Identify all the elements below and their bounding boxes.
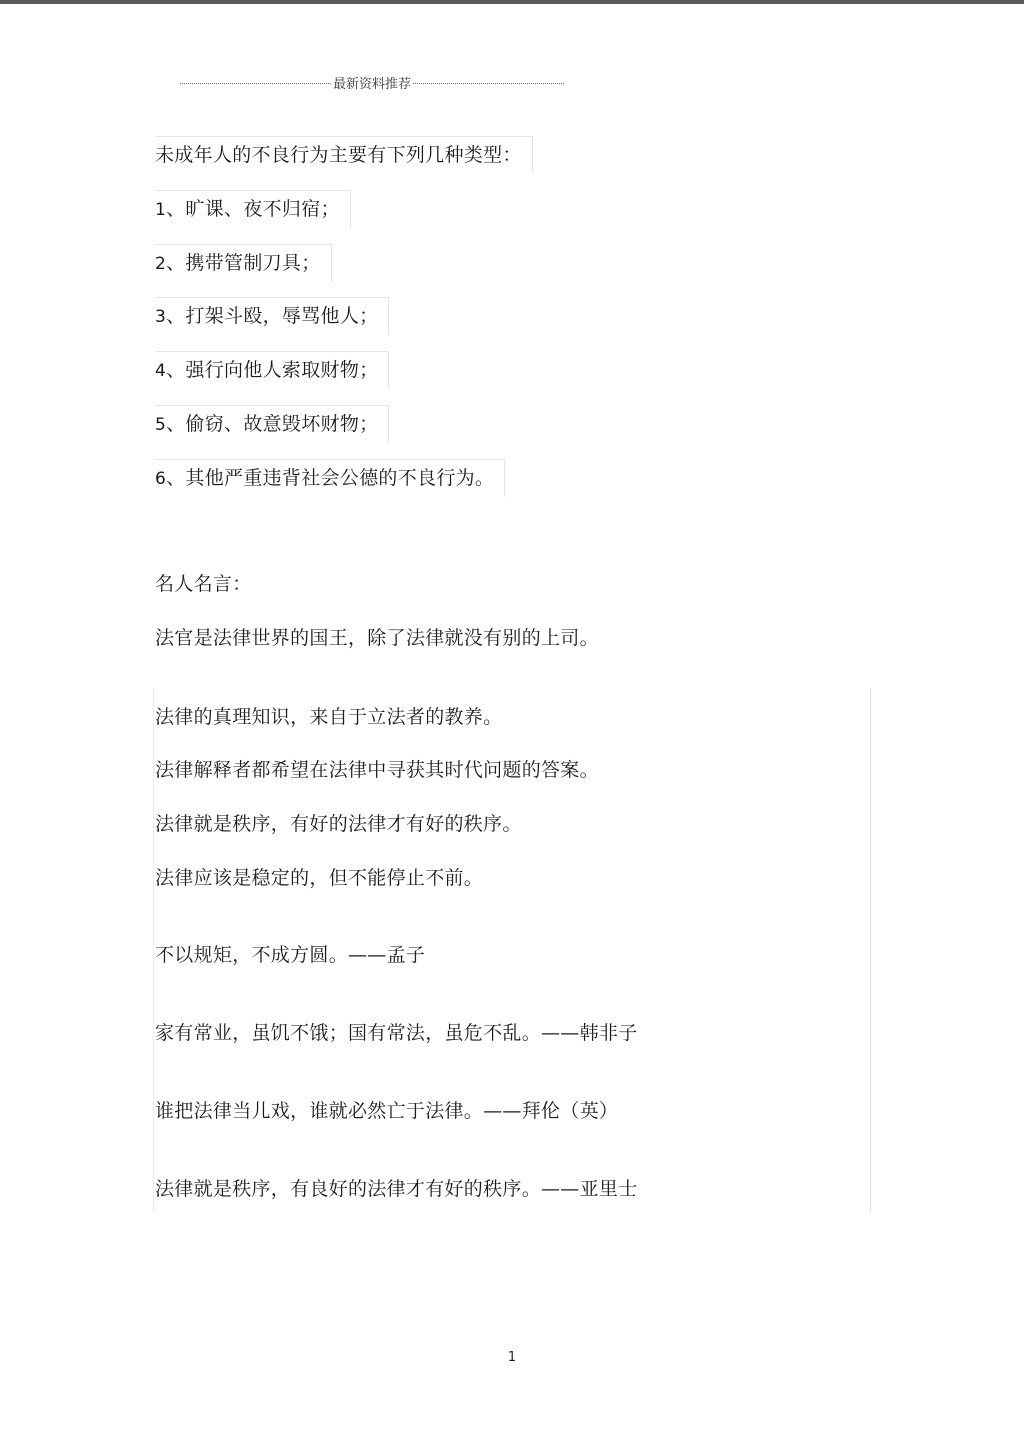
page-number: 1 bbox=[507, 1350, 517, 1365]
quote-line: 不以规矩，不成方圆。——孟子 bbox=[155, 944, 426, 966]
list-item-number: 1 bbox=[155, 200, 167, 220]
list-item-number: 5 bbox=[155, 415, 167, 435]
list-item-text: 、强行向他人索取财物； bbox=[166, 359, 379, 381]
list-item-text: 、打架斗殴，辱骂他人； bbox=[166, 305, 379, 327]
list-item bbox=[155, 244, 332, 282]
quote-line: 法律的真理知识，来自于立法者的教养。 bbox=[155, 706, 503, 728]
list-item-text: 、其他严重违背社会公德的不良行为。 bbox=[166, 467, 495, 489]
page-header bbox=[180, 72, 564, 92]
heading-text: 未成年人的不良行为主要有下列几种类型： bbox=[155, 144, 522, 166]
section-heading-famous-quotes: 名人名言： bbox=[155, 573, 252, 595]
header-dotted-line-left bbox=[180, 83, 331, 84]
list-item bbox=[155, 405, 389, 443]
header-title: 最新资料推荐 bbox=[333, 76, 412, 92]
list-item-number: 3 bbox=[155, 307, 167, 327]
quote-line: 家有常业，虽饥不饿；国有常法，虽危不乱。——韩非子 bbox=[155, 1022, 638, 1044]
list-item bbox=[155, 297, 389, 335]
section-heading-bad-behaviors bbox=[155, 136, 533, 173]
list-item-text: 、携带管制刀具； bbox=[166, 252, 321, 274]
list-item bbox=[155, 459, 505, 497]
list-item-number: 4 bbox=[155, 361, 167, 381]
list-item-text: 、旷课、夜不归宿； bbox=[166, 198, 340, 220]
quote-line: 谁把法律当儿戏，谁就必然亡于法律。——拜伦（英） bbox=[155, 1100, 619, 1122]
quote-line: 法律就是秩序，有好的法律才有好的秩序。 bbox=[155, 813, 522, 835]
quote-line: 法律解释者都希望在法律中寻获其时代问题的答案。 bbox=[155, 759, 599, 781]
header-dotted-line-right bbox=[413, 83, 564, 84]
list-item bbox=[155, 351, 389, 389]
list-item bbox=[155, 190, 351, 228]
top-border bbox=[0, 0, 1024, 4]
quote-line: 法官是法律世界的国王，除了法律就没有别的上司。 bbox=[155, 627, 599, 649]
quote-line: 法律应该是稳定的，但不能停止不前。 bbox=[155, 867, 484, 889]
list-item-number: 6 bbox=[155, 469, 167, 489]
quote-line: 法律就是秩序，有良好的法律才有好的秩序。——亚里士 bbox=[155, 1178, 638, 1200]
list-item-text: 、偷窃、故意毁坏财物； bbox=[166, 413, 379, 435]
list-item-number: 2 bbox=[155, 254, 167, 274]
